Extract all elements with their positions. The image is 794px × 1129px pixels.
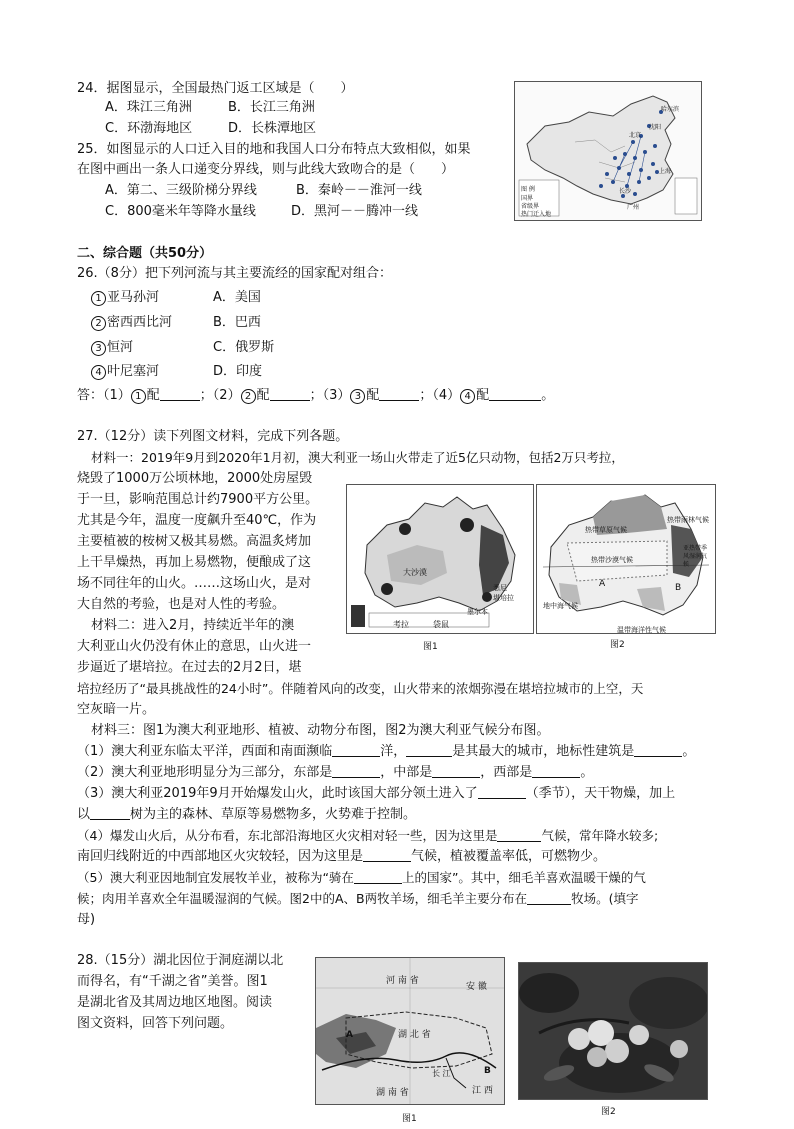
q27-material1-line1: 材料一：2019年9月到2020年1月初，澳大利亚一场山火带走了近5亿只动物，包括2万只考拉， <box>91 450 624 465</box>
fig1-caption-q27: 图1 <box>423 642 438 652</box>
map-label-shanghai: 上海 <box>659 168 672 175</box>
map-label-a: A <box>346 1030 353 1040</box>
legend-item-3: 热门迁入地 <box>521 211 552 218</box>
australia-terrain-svg <box>347 485 533 633</box>
orange-fruit-6 <box>670 1040 688 1058</box>
q25-option-d: D．黑河－－腾冲一线 <box>291 204 419 219</box>
s5-blank-2[interactable] <box>527 890 571 905</box>
answer-2-pei: 配 <box>256 388 270 403</box>
q27-material1-line4: 尤其是今年，温度一度飙升至40℃，作为 <box>77 513 317 528</box>
answer-end: 。 <box>541 388 555 403</box>
s1-blank-2[interactable] <box>406 742 452 757</box>
q27-sub5-line2 <box>77 889 638 908</box>
map-label-b: B <box>484 1066 491 1076</box>
fig2-label-monsoon: 亚热带季风湿润气候 <box>683 545 708 568</box>
q25-option-a: A．第二、三级阶梯分界线 <box>105 183 257 198</box>
river-4-name: 叶尼塞河 <box>107 364 160 379</box>
s4-text-c: 南回归线附近的中西部地区火灾较轻，因为这里是 <box>77 849 364 864</box>
s4-text-d: 气候，植被覆盖率低，可燃物少。 <box>411 849 607 864</box>
q25-stem-line1: 25．如图显示的人口迁入目的地和我国人口分布特点大致相似，如果 <box>77 142 471 157</box>
s5-text-b: 上的国家”。其中，细毛羊喜欢温暖干燥的气 <box>401 870 646 885</box>
q27-material1-line6: 上干旱燥热，再加上易燃物，便酿成了这 <box>77 555 312 570</box>
orange-fruit-1 <box>568 1028 590 1050</box>
fig2-label-a: A <box>599 579 606 589</box>
river-1-number: 1 <box>91 291 106 306</box>
s4-blank-2[interactable] <box>363 847 411 862</box>
q27-sub1 <box>77 742 695 761</box>
legend-item-2: 省级界 <box>521 203 540 210</box>
section-title: 二、综合题（共50分） <box>77 246 213 261</box>
fig1-caption-q28: 图1 <box>402 1114 417 1124</box>
q28-line3: 是湖北省及其周边地区地图。阅读 <box>77 995 273 1010</box>
fig1-label-canberra: 堪培拉 <box>493 594 514 602</box>
q27-sub5-line1 <box>77 868 646 887</box>
q25-stem-line2: 在图中画出一条人口递变分界线，则与此线大致吻合的是（ ） <box>77 162 455 177</box>
q27-material1-line7: 场不同往年的山火。……这场山火，是对 <box>77 576 312 591</box>
answer-1-blank[interactable] <box>160 386 200 401</box>
q27-material2-line1: 材料二：进入2月，持续近半年的澳 <box>91 618 295 633</box>
q27-material2-line2: 大利亚山火仍没有休止的意思，山火进一 <box>77 639 312 654</box>
orange-fruit-4 <box>587 1047 607 1067</box>
fig1-label-koala: 考拉 <box>393 620 409 629</box>
s2-text-b: ，中部是 <box>380 765 433 780</box>
map-label-yangtze: 长 江 <box>432 1069 451 1078</box>
q27-sub5-line3: 母) <box>77 912 96 927</box>
s3-text-c: 以 <box>77 807 91 822</box>
vegetation-dark-3 <box>381 583 393 595</box>
orange-photo-svg <box>519 963 707 1099</box>
q28-line4: 图文资料，回答下列问题。 <box>77 1016 234 1031</box>
q25-option-b: B．秦岭－－淮河一线 <box>296 183 422 198</box>
s3-blank-2[interactable] <box>90 805 130 820</box>
fig2-caption-q28: 图2 <box>601 1107 616 1117</box>
answer-sep-3: ；（3） <box>309 388 351 403</box>
q28-line1: 28.（15分）湖北因位于洞庭湖以北 <box>77 953 284 968</box>
q26-country-c: C．俄罗斯 <box>213 340 275 355</box>
q24-option-c: C．环渤海地区 <box>105 121 193 136</box>
fig1-label-sydney: 悉尼 <box>493 584 507 592</box>
vegetation-dark-4 <box>482 592 492 602</box>
legend-title: 图 例 <box>521 186 535 193</box>
s3-text-a: （3）澳大利亚2019年9月开始爆发山火，此时该国大部分领土进入了 <box>77 786 478 801</box>
q27-material2-line3: 步逼近了堪培拉。在过去的2月2日，堪 <box>77 660 302 675</box>
answer-sep-4: ；（4） <box>419 388 461 403</box>
answer-2-number: 2 <box>241 389 256 404</box>
q24-option-d: D．长株潭地区 <box>228 121 317 136</box>
q26-answer-line <box>77 386 554 405</box>
s4-blank-1[interactable] <box>497 827 541 842</box>
s2-text-d: 。 <box>580 765 594 780</box>
fig2-caption-q27: 图2 <box>610 640 625 650</box>
q27-material1-line3: 于一旦，影响范围总计约7900平方公里。 <box>77 492 319 507</box>
answer-1-number: 1 <box>131 389 146 404</box>
answer-sep-2: ；（2） <box>199 388 241 403</box>
q25-option-c: C．800毫米年等降水量线 <box>105 204 256 219</box>
orange-fruit-3 <box>605 1039 629 1063</box>
river-2-name: 密西西比河 <box>107 315 173 330</box>
s4-text-a: （4）爆发山火后，从分布看，东北部沿海地区火灾相对轻一些，因为这里是 <box>77 828 498 843</box>
map-label-hubei: 湖 北 省 <box>398 1030 431 1040</box>
s3-text-d: 树为主的森林、草原等易燃物多，火势难于控制。 <box>130 807 417 822</box>
map-label-shenyang: 沈阳 <box>649 124 662 131</box>
q27-stem: 27.（12分）读下列图文材料，完成下列各题。 <box>77 429 349 444</box>
fig1-label-kangaroo: 袋鼠 <box>433 620 449 629</box>
answer-prefix: 答：（1） <box>77 388 131 403</box>
q24-stem: 24．据图显示，全国最热门返工区域是（ ） <box>77 81 354 96</box>
map-label-anhui: 安 徽 <box>466 982 487 992</box>
q27-sub4-line1 <box>77 826 658 845</box>
answer-3-blank[interactable] <box>379 386 419 401</box>
q26-river-4 <box>91 362 159 381</box>
s2-blank-2[interactable] <box>432 763 480 778</box>
q27-sub3-line1 <box>77 784 675 803</box>
s3-text-b: （季节），天干物燥，加上 <box>525 786 676 801</box>
map-label-guangzhou: 广州 <box>627 204 640 211</box>
fig2-label-rainforest: 热带雨林气候 <box>667 516 709 524</box>
australia-terrain-map <box>346 484 534 634</box>
answer-2-blank[interactable] <box>270 386 310 401</box>
orange-fruit-5 <box>629 1025 649 1045</box>
q26-stem: 26.（8分）把下列河流与其主要流经的国家配对组合： <box>77 266 392 281</box>
q27-material2-line5: 空灰暗一片。 <box>77 702 156 717</box>
q27-material1-line5: 主要植被的桉树又极其易燃。高温炙烤加 <box>77 534 312 549</box>
australia-climate-map <box>536 484 716 634</box>
river-4-number: 4 <box>91 365 106 380</box>
s5-text-c: 候；肉用羊喜欢全年温暖湿润的气候。图2中的A、B两牧羊场，细毛羊主要分布在 <box>77 891 528 906</box>
fig2-label-savanna: 热带草原气候 <box>585 526 627 534</box>
legend-item-1: 国界 <box>521 195 534 202</box>
map-label-jiangxi: 江 西 <box>472 1086 493 1096</box>
south-sea-inset <box>675 178 697 214</box>
answer-4-number: 4 <box>460 389 475 404</box>
q27-material1-line8: 大自然的考验，也是对人性的考验。 <box>77 597 286 612</box>
q28-line2: 而得名，有“千湖之省”美誉。图1 <box>77 974 268 989</box>
hubei-map <box>315 957 505 1105</box>
fig1-label-melbourne: 墨尔本 <box>467 608 488 616</box>
river-3-number: 3 <box>91 341 106 356</box>
fig2-label-desert: 热带沙漠气候 <box>591 556 633 564</box>
s2-blank-3[interactable] <box>532 763 580 778</box>
mediterranean-zone-south <box>637 587 665 611</box>
q26-country-a: A．美国 <box>213 290 261 305</box>
fig1-label-desert: 大沙漠 <box>403 568 427 577</box>
s1-text-c: 是其最大的城市，地标性建筑是 <box>452 744 635 759</box>
river-1-name: 亚马孙河 <box>107 290 160 305</box>
answer-3-number: 3 <box>350 389 365 404</box>
q24-option-b: B．长江三角洲 <box>228 100 315 115</box>
s5-blank-1[interactable] <box>354 869 402 884</box>
q26-river-3 <box>91 338 133 357</box>
s1-blank-1[interactable] <box>332 742 380 757</box>
fig2-label-b: B <box>675 583 682 593</box>
s5-text-d: 牧场。(填字 <box>571 891 639 906</box>
fig2-label-oceanic: 温带海洋性气候 <box>617 626 666 634</box>
river-3-name: 恒河 <box>107 340 134 355</box>
map-label-hunan: 湖 南 省 <box>376 1088 409 1098</box>
q24-option-a: A．珠江三角洲 <box>105 100 192 115</box>
answer-1-pei: 配 <box>146 388 160 403</box>
river-2-number: 2 <box>91 316 106 331</box>
q27-material3: 材料三：图1为澳大利亚地形、植被、动物分布图，图2为澳大利亚气候分布图。 <box>91 723 550 738</box>
answer-3-pei: 配 <box>366 388 380 403</box>
q27-sub4-line2 <box>77 847 606 866</box>
q27-sub3-line2 <box>77 805 416 824</box>
map-label-beijing: 北京 <box>629 132 642 139</box>
elevation-legend <box>351 605 365 627</box>
s1-text-a: （1）澳大利亚东临太平洋，西面和南面濒临 <box>77 744 333 759</box>
s2-blank-1[interactable] <box>332 763 380 778</box>
s5-text-a: （5）澳大利亚因地制宜发展牧羊业，被称为“骑在 <box>77 870 354 885</box>
china-migration-map <box>514 81 702 221</box>
q26-country-d: D．印度 <box>213 364 263 379</box>
q26-country-b: B．巴西 <box>213 315 261 330</box>
q27-material2-line4: 培拉经历了“最具挑战性的24小时”。伴随着风向的改变，山火带来的浓烟弥漫在堪培拉城市的上空，天 <box>77 681 644 696</box>
map-label-henan: 河 南 省 <box>386 976 419 986</box>
s2-text-a: （2）澳大利亚地形明显分为三部分，东部是 <box>77 765 333 780</box>
s1-blank-3[interactable] <box>634 742 682 757</box>
map-label-harbin: 哈尔滨 <box>661 106 680 113</box>
q27-sub2 <box>77 763 593 782</box>
answer-4-blank[interactable] <box>489 386 541 401</box>
vegetation-dark-1 <box>460 518 474 532</box>
s4-text-b: 气候，常年降水较多; <box>541 828 659 843</box>
q26-river-2 <box>91 313 172 332</box>
answer-4-pei: 配 <box>476 388 490 403</box>
fig2-label-mediterranean: 地中海气候 <box>543 602 578 610</box>
orange-tree-photo <box>518 962 708 1100</box>
s1-text-b: 洋， <box>380 744 407 759</box>
s1-text-d: 。 <box>682 744 696 759</box>
s2-text-c: ，西部是 <box>480 765 533 780</box>
s3-blank-1[interactable] <box>478 784 526 799</box>
map-label-changsha: 长沙 <box>619 188 632 195</box>
vegetation-dark-2 <box>399 523 411 535</box>
q26-river-1 <box>91 288 159 307</box>
q27-material1-line2: 烧毁了1000万公顷林地，2000处房屋毁 <box>77 471 313 486</box>
